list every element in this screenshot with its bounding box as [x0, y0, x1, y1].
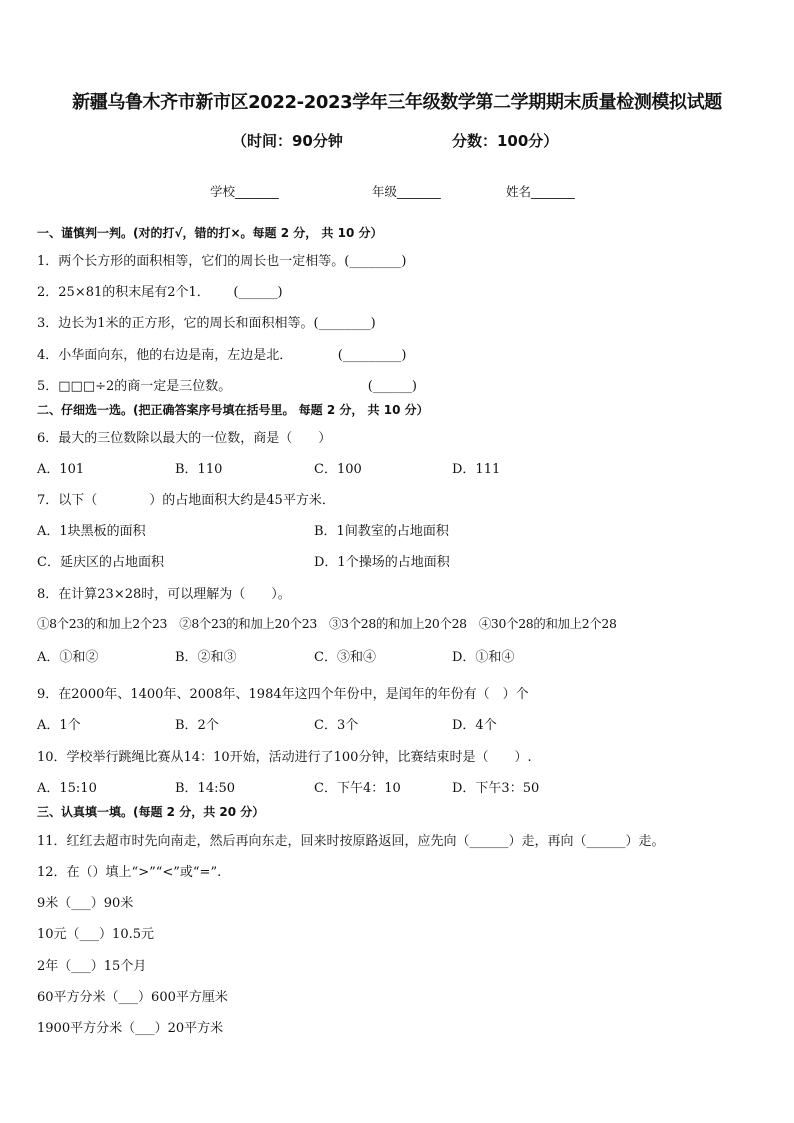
q6-option-d: D．111 [452, 462, 501, 477]
q6-option-c: C．100 [314, 462, 362, 477]
q9-option-c: C．3个 [314, 718, 359, 733]
question-4: 4．小华面向东，他的右边是南，左边是北． (_________) [37, 348, 407, 363]
question-7: 7．以下（ ）的占地面积大约是45平方米． [37, 493, 335, 508]
question-10: 10．学校举行跳绳比赛从14：10开始，活动进行了100分钟，比赛结束时是（ ）. [37, 750, 532, 765]
compare-item-1: 9米（___）90米 [37, 896, 134, 911]
q7-option-b: B．1间教室的占地面积 [314, 524, 449, 539]
question-5: 5．□□□÷2的商一定是三位数。 (______) [37, 379, 417, 394]
compare-item-5: 1900平方分米（___）20平方米 [37, 1021, 224, 1036]
school-field: 学校_______ [210, 184, 279, 199]
q8-statements: ①8个23的和加上2个23 ②8个23的和加上20个23 ③3个28的和加上20个28 ④30个28的和加上2个28 [37, 616, 617, 631]
q10-option-b: B．14:50 [175, 781, 236, 796]
question-8: 8．在计算23×28时，可以理解为（ ）。 [37, 587, 291, 602]
exam-time: （时间：90分钟 [232, 132, 343, 150]
q8-option-a: A．①和② [37, 650, 99, 665]
q9-option-d: D．4个 [452, 718, 497, 733]
section1-heading: 一、谨慎判一判。(对的打√，错的打×。每题 2 分， 共 10 分） [37, 226, 383, 240]
compare-item-2: 10元（___）10.5元 [37, 927, 154, 942]
question-9: 9．在2000年、1400年、2008年、1984年这四个年份中，是闰年的年份有（ ）个 [37, 687, 529, 702]
question-2: 2．25×81的积末尾有2个1． (______) [37, 285, 283, 300]
q7-option-d: D．1个操场的占地面积 [314, 555, 450, 570]
q10-option-a: A．15:10 [37, 781, 97, 796]
q6-option-b: B．110 [175, 462, 223, 477]
q6-option-a: A．101 [37, 462, 85, 477]
q8-option-d: D．①和④ [452, 650, 515, 665]
question-1: 1．两个长方形的面积相等，它们的周长也一定相等。(________) [37, 254, 407, 269]
compare-item-4: 60平方分米（___）600平方厘米 [37, 990, 228, 1005]
q9-option-a: A．1个 [37, 718, 81, 733]
question-6: 6．最大的三位数除以最大的一位数，商是（ ） [37, 431, 332, 446]
q10-option-c: C．下午4：10 [314, 781, 401, 796]
question-11: 11．红红去超市时先向南走，然后再向东走，回来时按原路返回，应先向（______）走，再向（______）走。 [37, 834, 665, 849]
question-12: 12．在（）填上“>”“<”或“=”. [37, 865, 222, 880]
q9-option-b: B．2个 [175, 718, 219, 733]
exam-score: 分数：100分） [452, 132, 559, 150]
section3-heading: 三、认真填一填。(每题 2 分，共 20 分） [37, 805, 265, 819]
exam-title: 新疆乌鲁木齐市新市区2022-2023学年三年级数学第二学期期末质量检测模拟试题 [72, 92, 722, 113]
section2-heading: 二、仔细选一选。(把正确答案序号填在括号里。 每题 2 分， 共 10 分） [37, 403, 429, 417]
q8-option-b: B．②和③ [175, 650, 237, 665]
q8-option-c: C．③和④ [314, 650, 376, 665]
grade-field: 年级_______ [372, 184, 441, 199]
name-field: 姓名_______ [506, 184, 575, 199]
compare-item-3: 2年（___）15个月 [37, 959, 147, 974]
q7-option-a: A．1块黑板的面积 [37, 524, 146, 539]
question-3: 3．边长为1米的正方形，它的周长和面积相等。(________) [37, 316, 376, 331]
q10-option-d: D．下午3：50 [452, 781, 540, 796]
q7-option-c: C．延庆区的占地面积 [37, 555, 164, 570]
